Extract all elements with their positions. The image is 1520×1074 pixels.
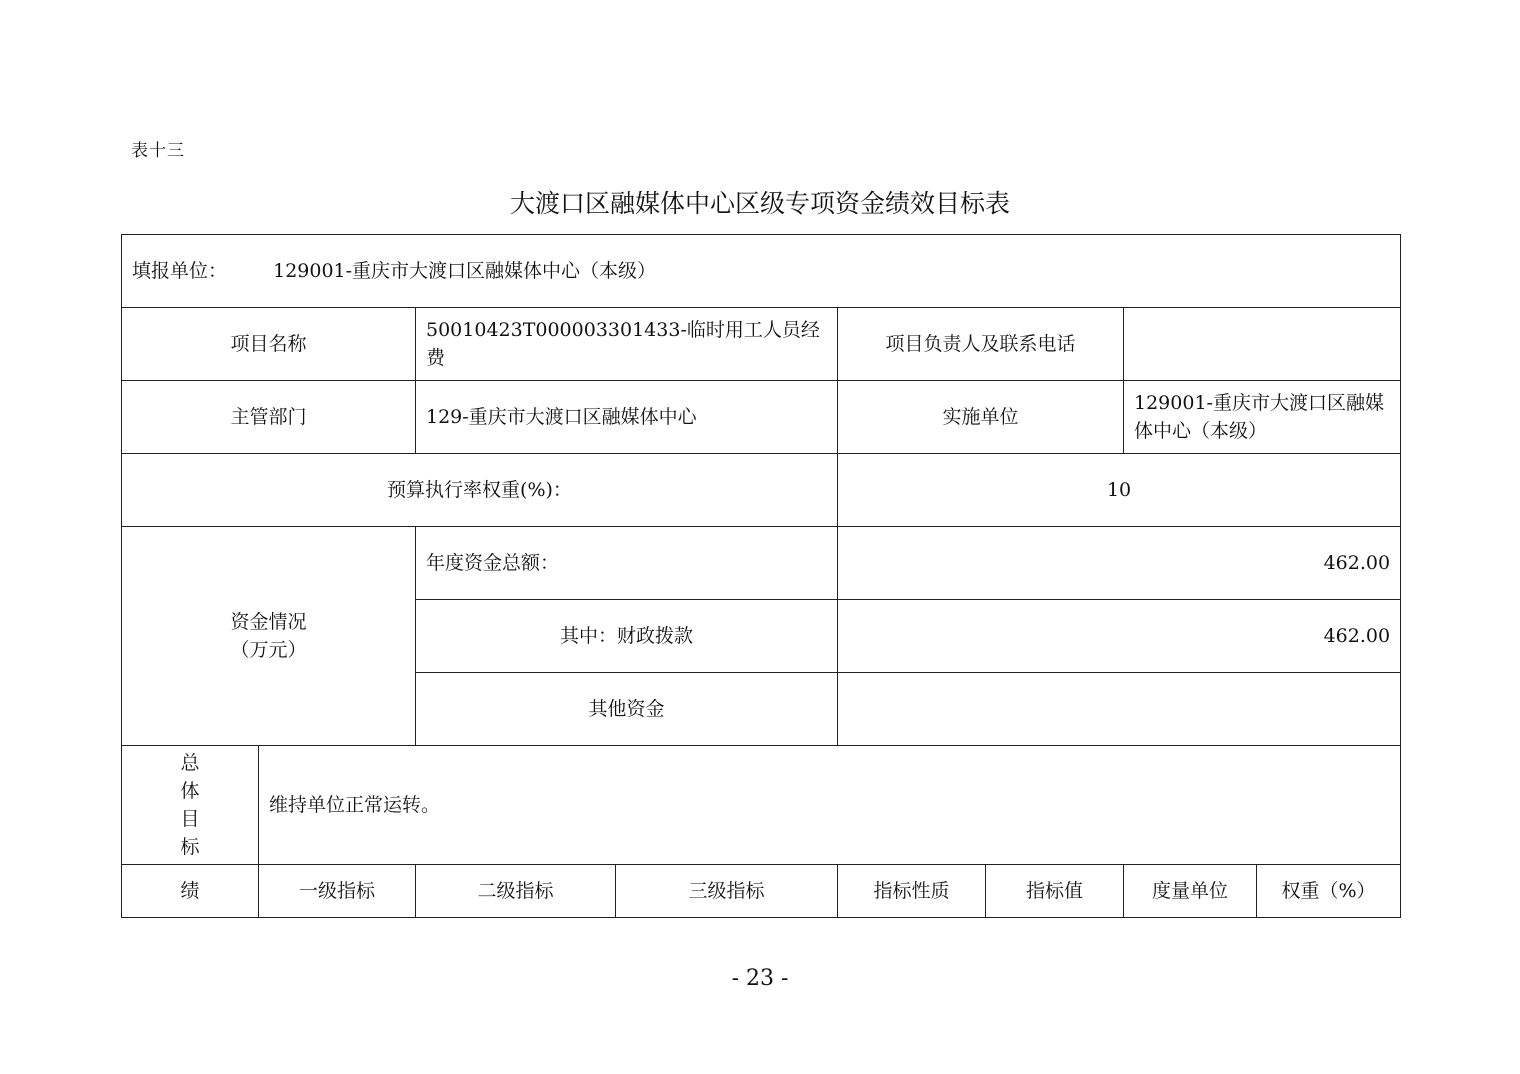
fill-unit-cell (122, 235, 1401, 308)
other-funds-label: 其他资金 (416, 673, 838, 746)
indicator-header-row (122, 865, 1401, 918)
page-number: - 23 - (731, 966, 789, 991)
project-name-value: 50010423T000003301433-临时用工人员经费 (416, 308, 838, 381)
overall-goal-char: 标 (180, 836, 200, 858)
competent-dept-value: 129-重庆市大渡口区融媒体中心 (416, 381, 838, 454)
fill-unit-row (122, 235, 1401, 308)
indicator-col-weight: 权重（%） (1257, 865, 1401, 918)
overall-goal-char: 总 (180, 752, 200, 774)
fiscal-label: 其中：财政拨款 (416, 600, 838, 673)
annual-total-label: 年度资金总额： (416, 527, 838, 600)
other-funds-value (838, 673, 1401, 746)
project-name-label: 项目名称 (122, 308, 416, 381)
overall-goal-label (122, 746, 259, 865)
budget-rate-row (122, 454, 1401, 527)
impl-unit-value: 129001-重庆市大渡口区融媒体中心（本级） (1124, 381, 1401, 454)
competent-dept-label: 主管部门 (122, 381, 416, 454)
budget-rate-label: 预算执行率权重(%)： (122, 454, 838, 527)
indicator-col-level3: 三级指标 (616, 865, 838, 918)
project-name-row (122, 308, 1401, 381)
indicator-col-perf: 绩 (122, 865, 259, 918)
funds-label-line1: 资金情况 (230, 611, 307, 633)
fiscal-value: 462.00 (838, 600, 1401, 673)
indicator-col-nature: 指标性质 (838, 865, 986, 918)
overall-goal-char: 目 (180, 808, 200, 830)
budget-rate-value: 10 (838, 454, 1401, 527)
indicator-col-value: 指标值 (986, 865, 1124, 918)
project-owner-label: 项目负责人及联系电话 (838, 308, 1124, 381)
funds-label (122, 527, 416, 746)
department-row (122, 381, 1401, 454)
overall-goal-row (122, 746, 1401, 865)
fill-unit-value: 129001-重庆市大渡口区融媒体中心（本级） (273, 260, 657, 282)
overall-goal-char: 体 (180, 780, 200, 802)
annual-total-value: 462.00 (838, 527, 1401, 600)
overall-goal-value: 维持单位正常运转。 (259, 746, 1401, 865)
project-owner-value (1124, 308, 1401, 381)
fill-unit-label: 填报单位： (132, 260, 228, 282)
table-label: 表十三 (131, 141, 185, 161)
impl-unit-label: 实施单位 (838, 381, 1124, 454)
indicator-col-unit: 度量单位 (1124, 865, 1257, 918)
annual-total-row (122, 527, 1401, 600)
funds-label-line2: （万元） (230, 639, 307, 661)
document-title: 大渡口区融媒体中心区级专项资金绩效目标表 (509, 189, 1010, 218)
performance-target-table (121, 234, 1401, 918)
indicator-col-level1: 一级指标 (259, 865, 416, 918)
indicator-col-level2: 二级指标 (416, 865, 616, 918)
